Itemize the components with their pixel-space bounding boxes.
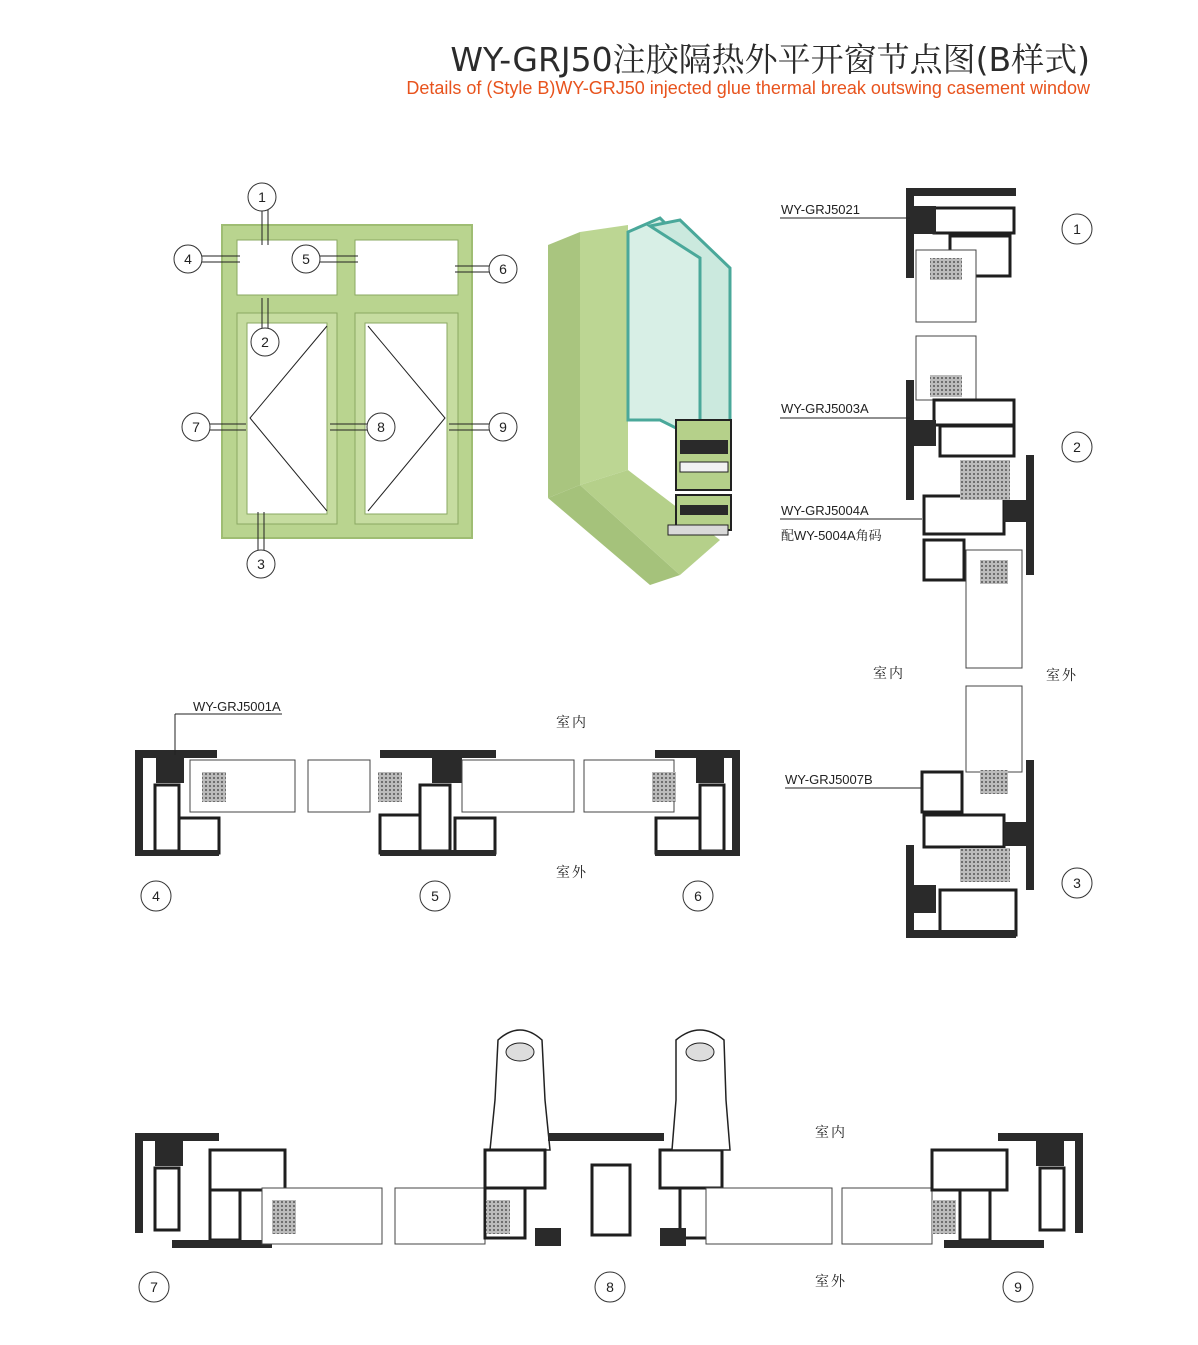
svg-text:6: 6: [499, 261, 507, 277]
elevation-marker-5: [292, 245, 320, 273]
part-label-corner-key: 配WY-5004A角码: [781, 528, 882, 543]
svg-text:7: 7: [150, 1279, 158, 1295]
part-label-5021: WY-GRJ5021: [781, 202, 860, 217]
svg-text:8: 8: [606, 1279, 614, 1295]
svg-text:2: 2: [1073, 439, 1081, 455]
top-marker-4: [141, 881, 171, 911]
bottom-marker-7: [139, 1272, 169, 1302]
vertical-section: [780, 188, 1034, 938]
elevation-marker-3: [247, 550, 275, 578]
part-label-5003a: WY-GRJ5003A: [781, 401, 869, 416]
bottom-outdoor-label: 室外: [815, 1274, 847, 1290]
svg-text:2: 2: [261, 334, 269, 350]
vertical-marker-3: [1062, 868, 1092, 898]
svg-text:8: 8: [377, 419, 385, 435]
page-subtitle: Details of (Style B)WY-GRJ50 injected glue thermal break outswing casement window: [406, 78, 1090, 98]
elevation-marker-6: [489, 255, 517, 283]
vertical-marker-1: [1062, 214, 1092, 244]
top-indoor-label: 室内: [556, 715, 588, 731]
part-label-5001a: WY-GRJ5001A: [193, 699, 281, 714]
bottom-marker-9: [1003, 1272, 1033, 1302]
window-elevation: [201, 209, 490, 550]
horizontal-section-bottom: [135, 1030, 1083, 1248]
svg-text:5: 5: [302, 251, 310, 267]
horizontal-section-top: [135, 714, 740, 856]
top-outdoor-label: 室外: [556, 865, 588, 881]
svg-text:9: 9: [1014, 1279, 1022, 1295]
svg-text:6: 6: [694, 888, 702, 904]
top-marker-6: [683, 881, 713, 911]
vertical-marker-2: [1062, 432, 1092, 462]
svg-text:4: 4: [184, 251, 192, 267]
svg-text:3: 3: [1073, 875, 1081, 891]
svg-text:9: 9: [499, 419, 507, 435]
bottom-marker-8: [595, 1272, 625, 1302]
svg-text:3: 3: [257, 556, 265, 572]
profile-3d-render: [548, 218, 731, 585]
top-marker-5: [420, 881, 450, 911]
elevation-marker-1: [248, 183, 276, 211]
vertical-outdoor-label: 室外: [1046, 668, 1078, 684]
elevation-marker-4: [174, 245, 202, 273]
svg-text:1: 1: [1073, 221, 1081, 237]
part-label-5004a: WY-GRJ5004A: [781, 503, 869, 518]
elevation-marker-2: [251, 328, 279, 356]
part-label-5007b: WY-GRJ5007B: [785, 772, 873, 787]
svg-text:5: 5: [431, 888, 439, 904]
vertical-indoor-label: 室内: [873, 666, 905, 682]
page-title: WY-GRJ50注胶隔热外平开窗节点图(B样式): [450, 40, 1090, 79]
svg-text:7: 7: [192, 419, 200, 435]
svg-text:4: 4: [152, 888, 160, 904]
elevation-marker-7: [182, 413, 210, 441]
svg-text:1: 1: [258, 189, 266, 205]
bottom-indoor-label: 室内: [815, 1125, 847, 1141]
elevation-marker-8: [367, 413, 395, 441]
elevation-marker-9: [489, 413, 517, 441]
